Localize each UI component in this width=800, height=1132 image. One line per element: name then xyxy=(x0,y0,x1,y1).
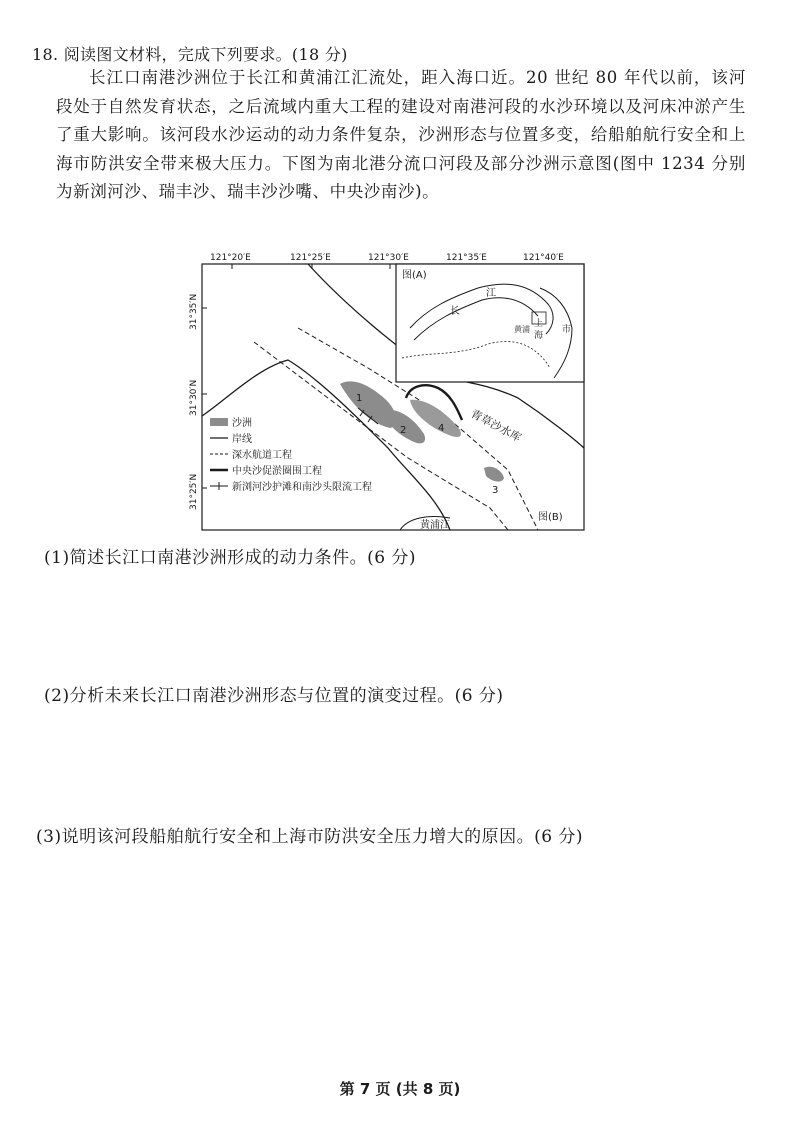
lon-label: 121°35′E xyxy=(446,253,487,263)
page-footer: 第 7 页 (共 8 页) xyxy=(339,1080,461,1098)
sandbar-3 xyxy=(484,467,504,482)
huangpu-label: 黄浦江 xyxy=(420,520,450,531)
south-shoreline xyxy=(202,360,450,530)
lon-label: 121°25′E xyxy=(290,253,331,263)
legend-item: 沙洲 xyxy=(232,418,252,429)
inset-small-river: 黄浦 xyxy=(514,325,530,334)
question-passage: 长江口南港沙洲位于长江和黄浦江汇流处，距入海口近。20 世纪 80 年代以前，该河段处于自然发育状态，之后流域内重大工程的建设对南港河段的水沙环境以及河床冲淤产生了重大影响。该河段水沙运动的动力条件复杂，沙洲形态与位置多变，给船舶航行安全和上海市防洪安全带来极大压力。下图为南北港分流口河段及部分沙洲示意图(图中 1234 分别为新浏河沙、瑞丰沙、瑞丰沙沙嘴、中央沙南沙)。 xyxy=(56,68,746,201)
reservoir-label: 青草沙水库 xyxy=(468,407,524,445)
lat-label: 31°30′N xyxy=(189,379,199,416)
legend-sandbar-swatch xyxy=(210,418,228,426)
lat-label: 31°35′N xyxy=(189,293,199,330)
legend-item: 中央沙促淤圈围工程 xyxy=(232,466,322,477)
inset-city-char: 海 xyxy=(534,331,544,341)
subquestion-3: (3)说明该河段船舶航行安全和上海市防洪安全压力增大的原因。(6 分) xyxy=(36,827,584,847)
legend-item: 深水航道工程 xyxy=(232,450,292,461)
legend-item: 岸线 xyxy=(232,434,252,445)
inset-river-char: 长 xyxy=(450,306,460,317)
inset-label: 图(A) xyxy=(402,270,427,281)
inset-river-char: 江 xyxy=(486,288,496,299)
inset-city-char: 市 xyxy=(562,325,572,335)
subquestion-2: (2)分析未来长江口南港沙洲形态与位置的演变过程。(6 分) xyxy=(44,686,504,706)
bar-number-3: 3 xyxy=(492,485,499,496)
bar-number-1: 1 xyxy=(356,393,363,404)
bar-number-2: 2 xyxy=(400,425,407,436)
lon-label: 121°40′E xyxy=(523,253,564,263)
inset-city-char: 上 xyxy=(534,319,544,329)
bar-number-4: 4 xyxy=(438,423,445,434)
inset-map-frame xyxy=(396,264,584,382)
legend-item: 新浏河沙护滩和南沙头限流工程 xyxy=(232,482,372,493)
lon-label: 121°30′E xyxy=(368,253,409,263)
figure-b-label: 图(B) xyxy=(538,512,563,523)
question-header: 18. 阅读图文材料，完成下列要求。(18 分) xyxy=(32,45,348,64)
legend xyxy=(210,416,372,493)
lat-label: 31°25′N xyxy=(189,473,199,510)
subquestion-1: (1)简述长江口南港沙洲形成的动力条件。(6 分) xyxy=(44,548,417,568)
lon-label: 121°20′E xyxy=(210,253,251,263)
map-figure xyxy=(188,248,598,536)
